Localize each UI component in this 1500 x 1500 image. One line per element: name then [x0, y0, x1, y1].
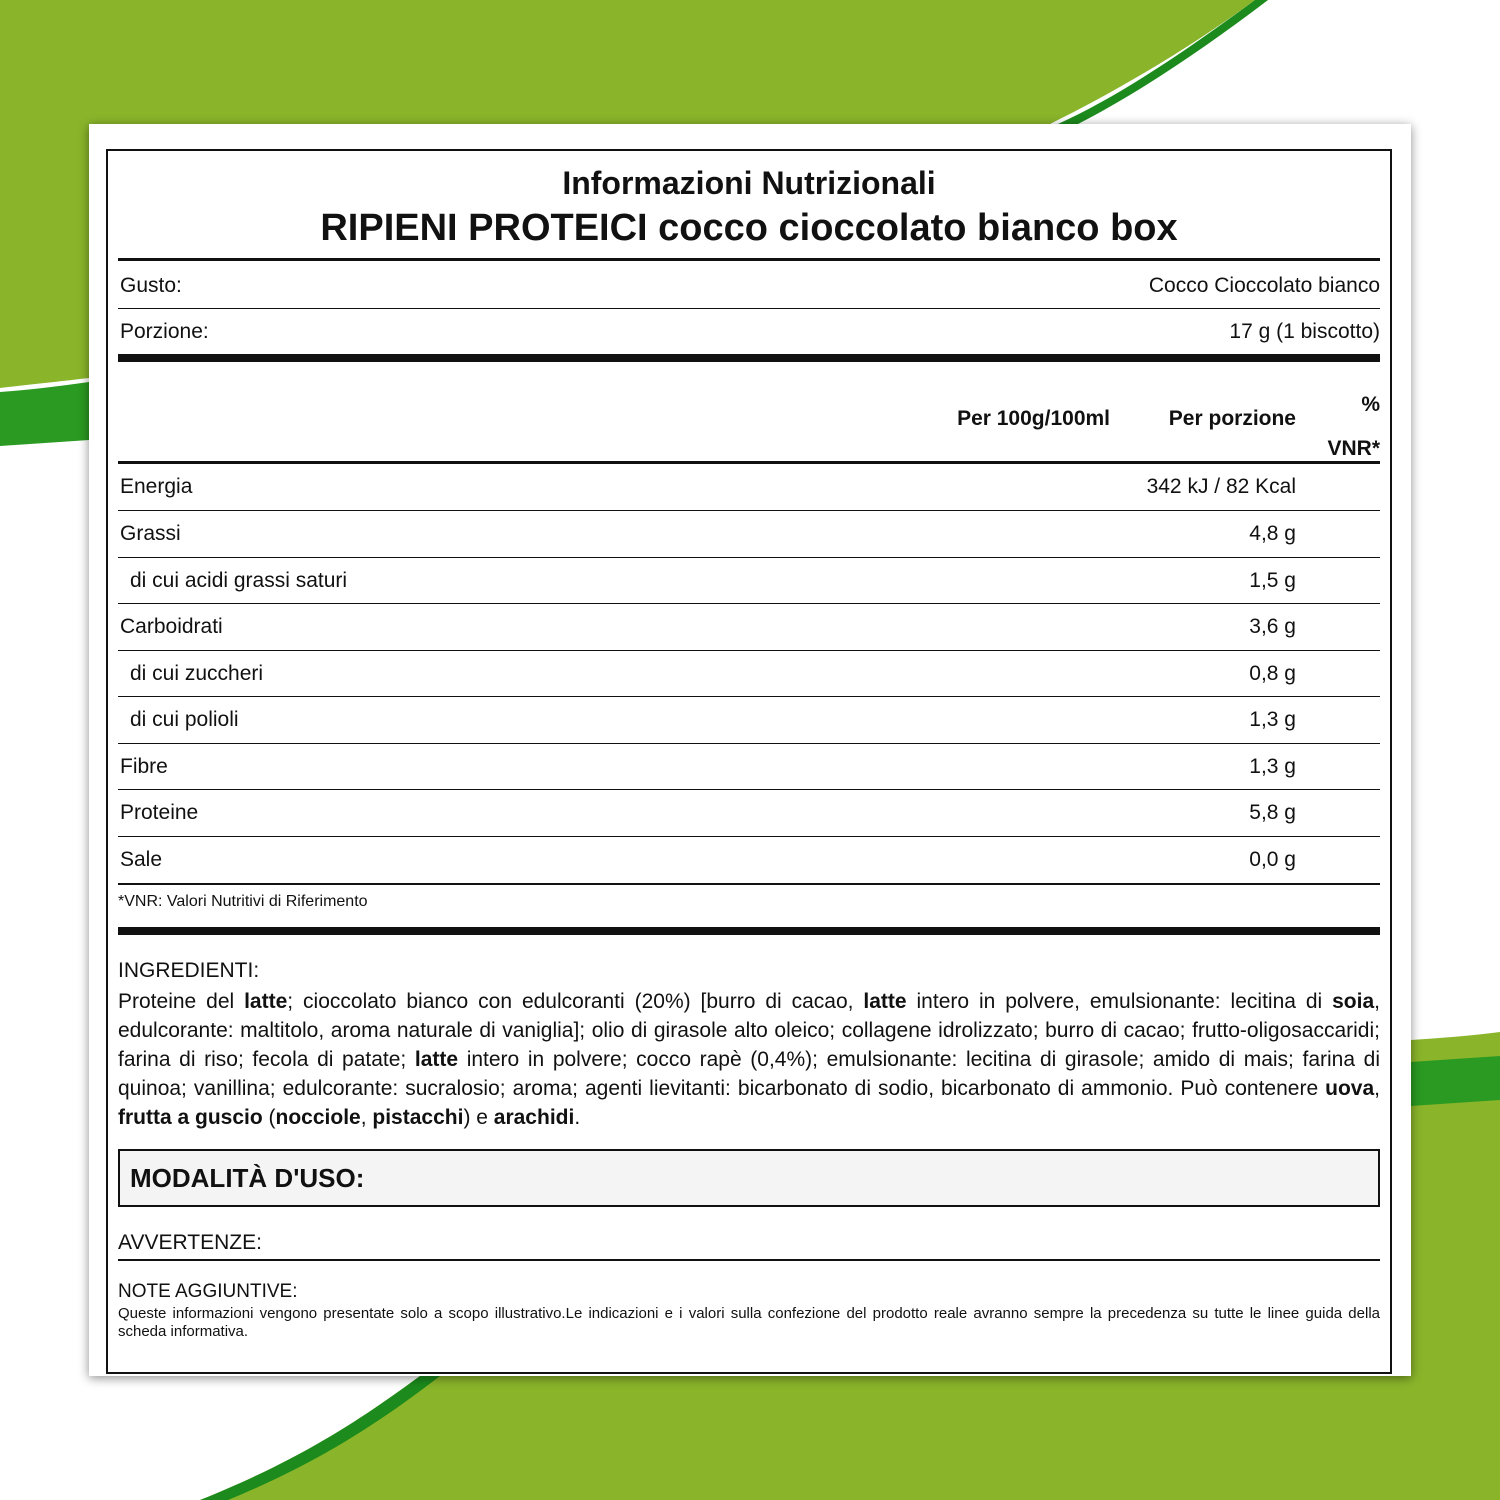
info-row-flavor	[118, 263, 1380, 309]
nutrient-name: Fibre	[120, 755, 168, 778]
allergen: uova	[1325, 1077, 1375, 1100]
table-row	[118, 604, 1380, 650]
allergen: frutta a guscio	[118, 1106, 263, 1129]
nutrient-name: di cui zuccheri	[130, 662, 264, 685]
info-row-portion	[118, 309, 1380, 355]
info-label: Gusto:	[120, 274, 182, 297]
notes-heading: NOTE AGGIUNTIVE:	[118, 1281, 298, 1302]
nutrient-name: Sale	[120, 848, 163, 871]
column-vnr-line2: VNR*	[1327, 437, 1380, 460]
info-label: Porzione:	[120, 320, 209, 343]
nutrient-portion: 342 kJ / 82 Kcal	[1146, 475, 1296, 498]
nutrient-portion: 1,3 g	[1249, 755, 1296, 778]
allergen: latte	[863, 990, 907, 1013]
thick-divider	[118, 927, 1380, 935]
usage-heading: MODALITÀ D'USO:	[130, 1162, 365, 1193]
label-title: Informazioni Nutrizionali	[562, 165, 936, 201]
table-row	[118, 558, 1380, 604]
thick-divider	[118, 354, 1380, 362]
divider	[118, 1259, 1380, 1261]
notes-text: Queste informazioni vengono presentate solo a scopo illustrativo.Le indicazioni e i valori sulla confezione del prodotto reale avranno sempre la precedenza su tutte le linee guida della scheda informativa.	[118, 1305, 1380, 1340]
table-header	[118, 363, 1380, 461]
table-row	[118, 790, 1380, 836]
allergen: pistacchi	[372, 1106, 464, 1129]
usage-box	[118, 1149, 1380, 1207]
vnr-footnote: *VNR: Valori Nutritivi di Riferimento	[118, 893, 368, 910]
allergen: soia	[1332, 990, 1375, 1013]
nutrient-name: Carboidrati	[120, 615, 223, 638]
nutrient-name: Energia	[120, 475, 193, 498]
allergen: nocciole	[275, 1106, 361, 1129]
ingredients-text: Proteine del latte; cioccolato bianco con edulcoranti (20%) [burro di cacao, latte intero in polvere, emulsionante: lecitina di soia, edulcorante: maltitolo, aroma naturale di vaniglia]; olio di girasole alto oleico; collagene idrolizzato; burro di cacao; frutto-oligosaccaridi; farina di riso; fecola di patate; latte intero in polvere; cocco rapè (0,4%); emulsionante: lecitina di girasole; amido di mais; farina di quinoa; vanillina; edulcorante: sucralosio; aroma; agenti lievitanti: bicarbonato di sodio, bicarbonato di ammonio. Può contenere uova, frutta a guscio (nocciole, pistacchi) e arachidi.	[118, 990, 1380, 1129]
table-row	[118, 464, 1380, 510]
table-row	[118, 744, 1380, 790]
table-row	[118, 837, 1380, 883]
divider	[118, 883, 1380, 885]
column-vnr	[1327, 383, 1380, 471]
nutrient-portion: 1,3 g	[1249, 708, 1296, 731]
label-frame	[106, 149, 1392, 1374]
nutrient-name: di cui acidi grassi saturi	[130, 569, 348, 592]
ingredients-heading: INGREDIENTI:	[118, 959, 260, 982]
nutrient-portion: 4,8 g	[1249, 522, 1296, 545]
allergen: latte	[244, 990, 288, 1013]
divider	[118, 258, 1380, 261]
nutrient-portion: 3,6 g	[1249, 615, 1296, 638]
nutrient-name: Grassi	[120, 522, 181, 545]
product-name: RIPIENI PROTEICI cocco cioccolato bianco box	[320, 207, 1178, 249]
warnings-heading: AVVERTENZE:	[118, 1231, 262, 1254]
nutrient-portion: 1,5 g	[1249, 569, 1296, 592]
table-row	[118, 511, 1380, 557]
column-per-portion: Per porzione	[1168, 407, 1296, 430]
nutrient-portion: 0,8 g	[1249, 662, 1296, 685]
nutrient-portion: 0,0 g	[1249, 848, 1296, 871]
info-value: Cocco Cioccolato bianco	[1148, 274, 1380, 297]
column-vnr-line1: %	[1361, 393, 1380, 416]
info-value: 17 g (1 biscotto)	[1229, 320, 1380, 343]
nutrition-info-sheet	[89, 124, 1411, 1376]
column-per100: Per 100g/100ml	[957, 407, 1110, 430]
allergen: arachidi	[493, 1106, 575, 1129]
table-row	[118, 651, 1380, 697]
table-row	[118, 697, 1380, 743]
nutrient-name: di cui polioli	[130, 708, 239, 731]
nutrient-name: Proteine	[120, 801, 199, 824]
nutrient-portion: 5,8 g	[1249, 801, 1296, 824]
allergen: latte	[414, 1048, 459, 1071]
